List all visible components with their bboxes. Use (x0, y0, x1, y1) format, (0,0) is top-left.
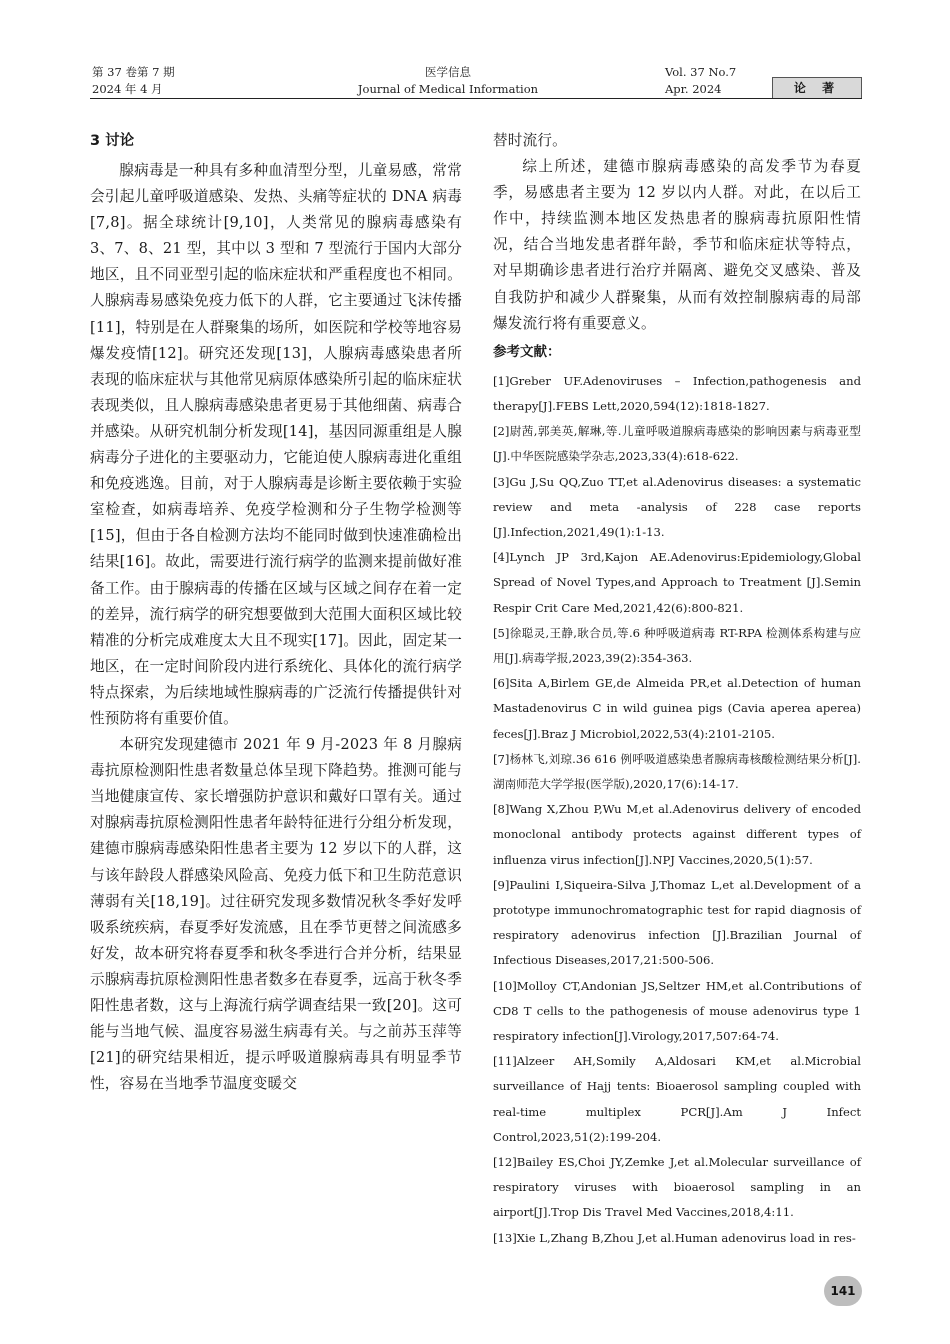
header-left (92, 64, 175, 98)
publication-date-en: Apr. 2024 (665, 82, 722, 96)
reference-item: [5]徐聪灵,王静,耿合员,等.6 种呼吸道病毒 RT-RPA 检测体系构建与应用[J].病毒学报,2023,39(2):354-363. (493, 625, 861, 665)
discussion-paragraph-2: 本研究发现建德市 2021 年 9 月-2023 年 8 月腺病毒抗原检测阳性患者数量总体呈现下降趋势。推测可能与当地健康宣传、家长增强防护意识和戴好口罩有关。通过对腺病毒抗原检测阳性患者年龄特征进行分组分析发现，建德市腺病毒感染阳性患者主要为 12 岁以下的人群，这与该年龄段人群感染风险高、免疫力低下和卫生防范意识薄弱有关[18,19]。过往研究发现多数情况秋冬季好发呼吸系统疾病，春夏季好发流感，且在季节更替之间流感多好发，故本研究将春夏季和秋冬季进行合并分析，结果显示腺病毒抗原检测阳性患者数多在春夏季，远高于秋冬季阳性患者数，这与上海流行病学调查结果一致[20]。这可能与当地气候、温度容易滋生病毒有关。与之前苏玉萍等[21]的研究结果相近，提示呼吸道腺病毒具有明显季节性，容易在当地季节温度变暖交 (90, 736, 462, 1093)
header-right (665, 64, 736, 98)
volume-issue: 第 37 卷第 7 期 (92, 65, 175, 79)
reference-item: [7]杨林飞,刘琼.36 616 例呼吸道感染患者腺病毒核酸检测结果分析[J].湖南师范大学学报(医学版),2020,17(6):14-17. (493, 751, 861, 791)
reference-item: [3]Gu J,Su QQ,Zuo TT,et al.Adenovirus diseases: a systematic review and meta -analysis of 228 case reports [J].Infection,2021,49(1):1-13. (493, 474, 861, 539)
journal-title-cn: 医学信息 (425, 65, 471, 79)
section-title: 3 讨论 (90, 133, 135, 149)
reference-item: [13]Xie L,Zhang B,Zhou J,et al.Human adenovirus load in res- (493, 1230, 856, 1245)
discussion-continuation: 替时流行。 (493, 132, 567, 149)
references-title: 参考文献： (493, 343, 561, 360)
reference-item: [10]Molloy CT,Andonian JS,Seltzer HM,et al.Contributions of CD8 T cells to the pathogenesis of mouse adenovirus type 1 respiratory infection[J].Virology,2017,507:64-74. (493, 978, 861, 1044)
left-column (90, 128, 462, 1097)
page-number: 141 (824, 1276, 862, 1306)
right-column (493, 128, 861, 1251)
reference-item: [1]Greber UF.Adenoviruses – Infection,pathogenesis and therapy[J].FEBS Lett,2020,594(12):1818-1827. (493, 373, 861, 413)
header-rule (90, 98, 862, 99)
reference-item: [8]Wang X,Zhou P,Wu M,et al.Adenovirus delivery of encoded monoclonal antibody protects against different types of influenza virus infection[J].NPJ Vaccines,2020,5(1):57. (493, 802, 861, 867)
publication-date: 2024 年 4 月 (92, 82, 163, 96)
reference-item: [2]尉茜,郭美英,解琳,等.儿童呼吸道腺病毒感染的影响因素与病毒亚型[J].中华医院感染学杂志,2023,33(4):618-622. (493, 424, 861, 464)
reference-list (493, 369, 861, 1251)
conclusion-paragraph: 综上所述，建德市腺病毒感染的高发季节为春夏季，易感患者主要为 12 岁以内人群。对此，在以后工作中，持续监测本地区发热患者的腺病毒抗原阳性情况，结合当地发患者群年龄，季节和临床症状等特点，对早期确诊患者进行治疗并隔离、避免交叉感染、普及自我防护和减少人群聚集，从而有效控制腺病毒的局部爆发流行将有重要意义。 (493, 158, 861, 332)
discussion-paragraph-1: 腺病毒是一种具有多种血清型分型，儿童易感，常常会引起儿童呼吸道感染、发热、头痛等症状的 DNA 病毒[7,8]。据全球统计[9,10]，人类常见的腺病毒感染有 3、7、8、21 型，其中以 3 型和 7 型流行于国内大部分地区，且不同亚型引起的临床症状和严重程度也不相同。人腺病毒易感染免疫力低下的人群，它主要通过飞沫传播[11]，特别是在人群聚集的场所，如医院和学校等地容易爆发疫情[12]。研究还发现[13]，人腺病毒感染患者所表现的临床症状与其他常见病原体感染所引起的临床症状表现类似，且人腺病毒感染患者更易于其他细菌、病毒合并感染。从研究机制分析发现[14]，基因同源重组是人腺病毒分子进化的主要驱动力，它能迫使人腺病毒进化重组和免疫逃逸。目前，对于人腺病毒是诊断主要依赖于实验室检查，如病毒培养、免疫学检测和分子生物学检测等[15]，但由于各自检测方法均不能同时做到快速准确检出结果[16]。故此，需要进行流行病学的监测来提前做好准备工作。由于腺病毒的传播在区域与区域之间存在着一定的差异，流行病学的研究想要做到大范围大面积区域比较精准的分析完成难度太大且不现实[17]。因此，固定某一地区，在一定时间阶段内进行系统化、具体化的流行病学特点探索，为后续地域性腺病毒的广泛流行传播提供针对性预防将有重要价值。 (90, 162, 462, 727)
journal-title-en: Journal of Medical Information (357, 82, 539, 96)
volume-issue-en: Vol. 37 No.7 (665, 65, 737, 79)
reference-item: [9]Paulini I,Siqueira-Silva J,Thomaz L,et al.Development of a prototype immunochromatographic test for rapid diagnosis of respiratory adenovirus infection [J].Brazilian Journal of Infectious Diseases,2017,21:500-506. (493, 877, 861, 968)
reference-item: [6]Sita A,Birlem GE,de Almeida PR,et al.Detection of human Mastadenovirus C in wild guinea pigs (Cavia aperea aperea) feces[J].Braz J Microbiol,2022,53(4):2101-2105. (493, 676, 861, 741)
reference-item: [4]Lynch JP 3rd,Kajon AE.Adenovirus:Epidemiology,Global Spread of Novel Types,and Approach to Treatment [J].Semin Respir Crit Care Med,2021,42(6):800-821. (493, 550, 861, 615)
reference-item: [12]Bailey ES,Choi JY,Zemke J,et al.Molecular surveillance of respiratory viruses with bioaerosol sampling in an airport[J].Trop Dis Travel Med Vaccines,2018,4:11. (493, 1155, 861, 1220)
reference-item: [11]Alzeer AH,Somily A,Aldosari KM,et al.Microbial surveillance of Hajj tents: Bioaerosol sampling coupled with real-time multiplex PCR[J].Am J Infect Control,2023,51(2):199-204. (493, 1054, 861, 1144)
section-badge: 论 著 (772, 77, 862, 99)
header-center (318, 64, 578, 98)
